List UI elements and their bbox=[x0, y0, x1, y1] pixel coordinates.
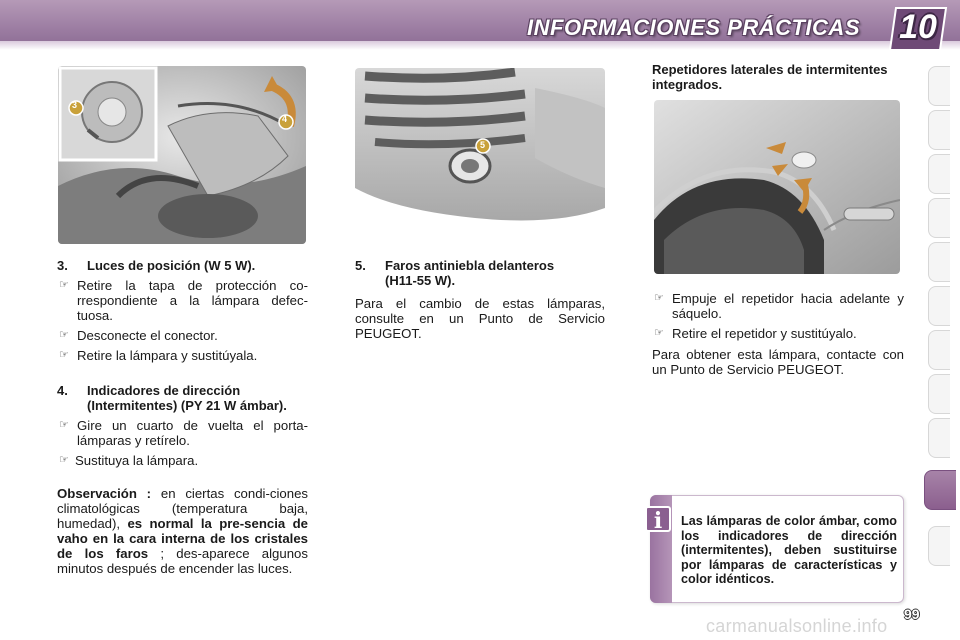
list-item bbox=[57, 328, 308, 343]
section-5-title bbox=[355, 258, 605, 288]
chapter-tab-9[interactable] bbox=[928, 418, 950, 458]
list-item bbox=[57, 278, 308, 323]
callout-5: 5 bbox=[480, 140, 486, 150]
info-box-text: Las lámparas de color ámbar, como los indicadores de dirección (intermitentes), deben sustituirse por lámparas de características y color idénticos. bbox=[681, 514, 897, 587]
chapter-badge bbox=[888, 6, 948, 52]
observation-text-a: en ciertas condi-ciones climatológicas (temperatura baja, humedad), bbox=[57, 486, 308, 531]
bullet-text: Retire el repetidor y sustitúyalo. bbox=[672, 326, 857, 341]
right-column bbox=[652, 286, 904, 377]
pointing-hand-icon: ☞ bbox=[654, 292, 664, 304]
section-5-subheading: (H11-55 W). bbox=[385, 273, 456, 288]
pointing-hand-icon: ☞ bbox=[59, 329, 69, 341]
chapter-tab-5[interactable] bbox=[928, 242, 950, 282]
list-item bbox=[57, 418, 308, 448]
list-item bbox=[57, 348, 308, 363]
chapter-tabs bbox=[928, 66, 950, 576]
callout-4: 4 bbox=[282, 114, 288, 124]
header-shine bbox=[0, 41, 960, 50]
bullet-text: Sustituya la lámpara. bbox=[75, 453, 199, 468]
section-3-heading: Luces de posición (W 5 W). bbox=[87, 258, 256, 273]
page-number: 99 bbox=[904, 606, 920, 622]
section-5-number: 5. bbox=[355, 258, 366, 273]
chapter-tab-3[interactable] bbox=[928, 154, 950, 194]
info-box bbox=[650, 495, 904, 603]
side-repeater-photo bbox=[654, 100, 900, 274]
repeater-paragraph: Para obtener esta lámpara, contacte con un Punto de Servicio PEUGEOT. bbox=[652, 347, 904, 377]
section-4-title bbox=[57, 383, 308, 413]
section-4-number: 4. bbox=[57, 383, 68, 398]
right-column-heading bbox=[652, 62, 902, 92]
chapter-tab-4[interactable] bbox=[928, 198, 950, 238]
pointing-hand-icon: ☞ bbox=[59, 279, 69, 291]
pointing-hand-icon: ☞ bbox=[59, 349, 69, 361]
section-3-number: 3. bbox=[57, 258, 68, 273]
chapter-tab-8[interactable] bbox=[928, 374, 950, 414]
watermark: carmanualsonline.info bbox=[706, 616, 888, 636]
chapter-tab-2[interactable] bbox=[928, 110, 950, 150]
list-item bbox=[652, 291, 904, 321]
headlamp-rear-photo bbox=[58, 66, 306, 244]
chapter-tab-11[interactable] bbox=[928, 526, 950, 566]
list-item bbox=[57, 453, 308, 468]
bullet-text: Retire la lámpara y sustitúyala. bbox=[77, 348, 258, 363]
chapter-tab-10-active[interactable] bbox=[924, 470, 956, 510]
bullet-text: Retire la tapa de protección co-rrespondiente a la lámpara defec-tuosa. bbox=[77, 278, 308, 323]
chapter-tab-7[interactable] bbox=[928, 330, 950, 370]
pointing-hand-icon: ☞ bbox=[59, 419, 69, 431]
list-item bbox=[652, 326, 904, 341]
observation-text-b: ; des-aparece algunos minutos después de encender las luces. bbox=[57, 546, 308, 576]
observation-label: Observación : bbox=[57, 486, 152, 501]
section-5-heading: Faros antiniebla delanteros bbox=[385, 258, 555, 273]
bullet-text: Gire un cuarto de vuelta el porta-lámparas y retírelo. bbox=[77, 418, 308, 448]
section-3-title bbox=[57, 258, 308, 273]
chapter-tab-1[interactable] bbox=[928, 66, 950, 106]
fog-lamp-photo bbox=[355, 68, 605, 226]
left-column bbox=[57, 258, 308, 576]
info-icon: i bbox=[645, 506, 671, 532]
chapter-number: 10 bbox=[899, 8, 937, 46]
callout-3: 3 bbox=[72, 100, 78, 110]
bullet-text: Empuje el repetidor hacia adelante y sáquelo. bbox=[672, 291, 904, 321]
fog-lamp-paragraph: Para el cambio de estas lámparas, consulte en un Punto de Servicio PEUGEOT. bbox=[355, 296, 605, 341]
observation-note bbox=[57, 486, 308, 576]
pointing-hand-icon: ☞ bbox=[59, 454, 69, 466]
bullet-text: Desconecte el conector. bbox=[77, 328, 218, 343]
section-4-heading: Indicadores de dirección bbox=[87, 383, 241, 398]
observation-emphasis: es normal la pre-sencia de vaho en la cara interna de los cristales de los faros bbox=[57, 516, 308, 561]
chapter-tab-6[interactable] bbox=[928, 286, 950, 326]
pointing-hand-icon: ☞ bbox=[654, 327, 664, 339]
page-title: INFORMACIONES PRÁCTICAS bbox=[527, 15, 860, 40]
middle-column bbox=[355, 258, 605, 341]
section-4-subheading: (Intermitentes) (PY 21 W ámbar). bbox=[87, 398, 287, 413]
repeater-title: Repetidores laterales de intermitentes integrados. bbox=[652, 62, 888, 92]
